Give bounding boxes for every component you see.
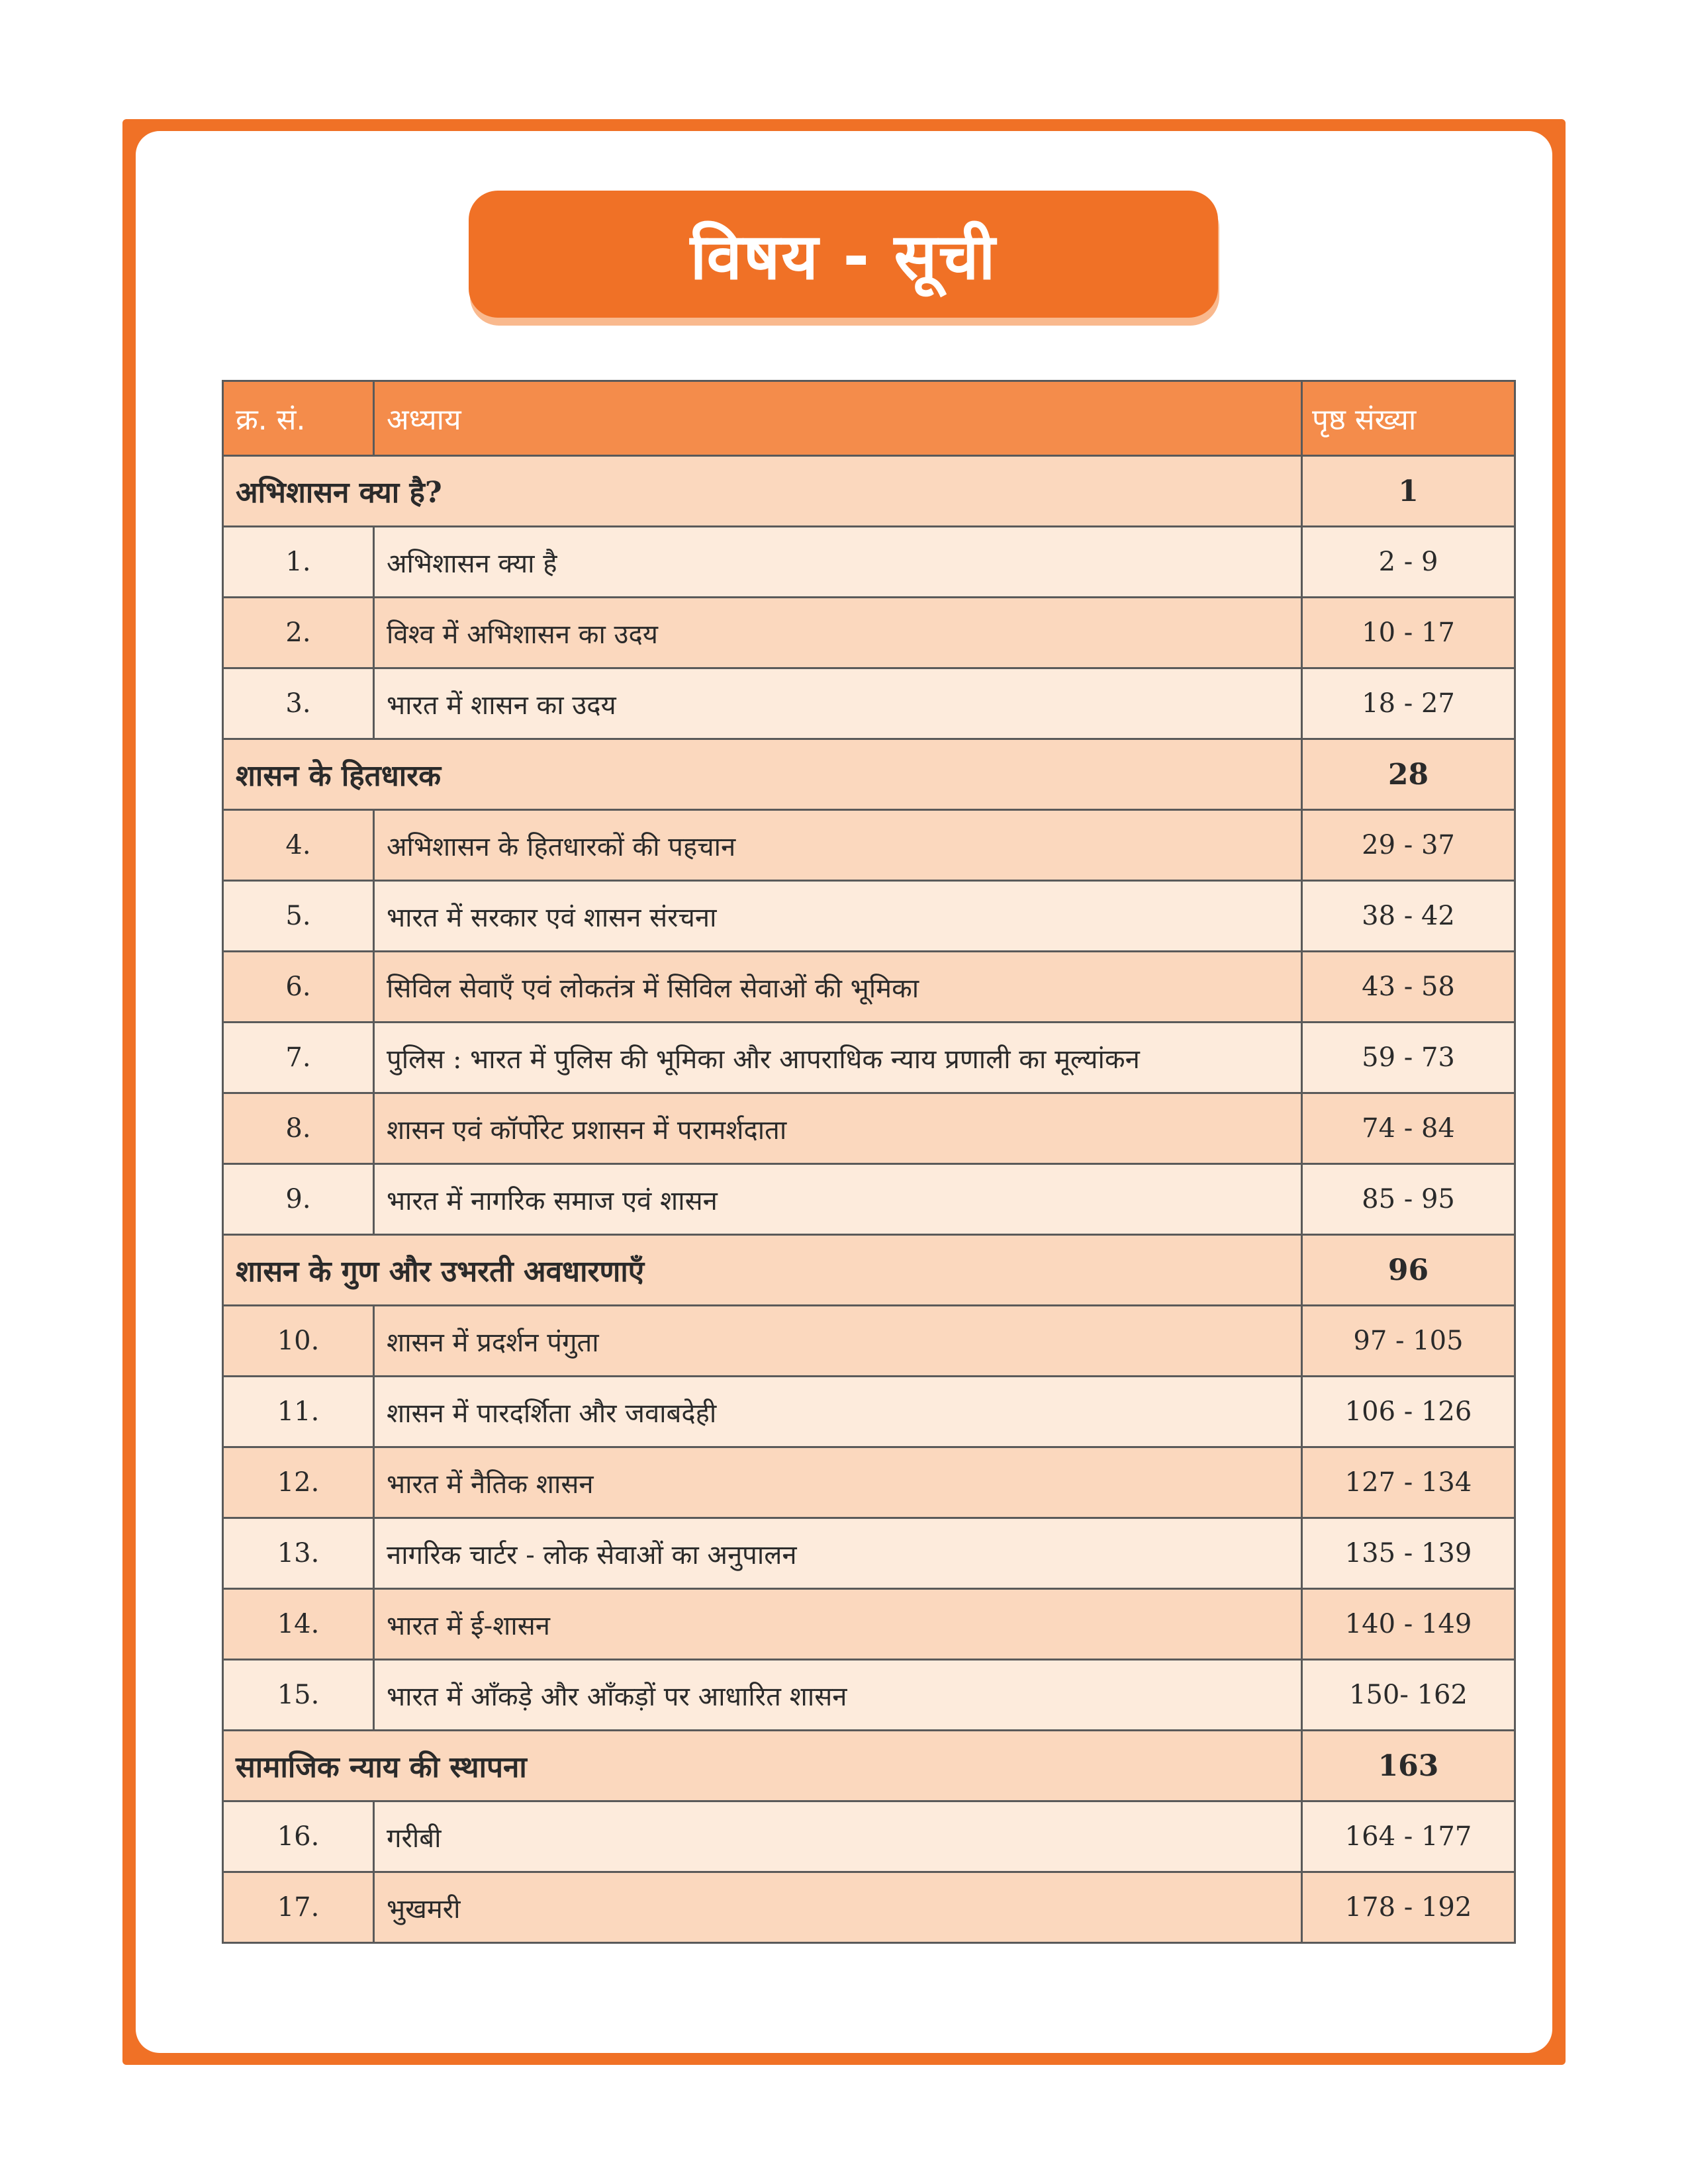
chapter-page-range: 29 - 37 — [1302, 810, 1515, 881]
chapter-number: 2. — [223, 598, 374, 668]
section-page: 96 — [1302, 1235, 1515, 1306]
contents-table — [222, 380, 1516, 1944]
chapter-number: 10. — [223, 1306, 374, 1377]
chapter-row — [223, 952, 1515, 1023]
header-sno: क्र. सं. — [223, 381, 374, 456]
chapter-row — [223, 1023, 1515, 1093]
chapter-page-range: 178 - 192 — [1302, 1872, 1515, 1943]
chapter-title: शासन में प्रदर्शन पंगुता — [374, 1306, 1302, 1377]
section-title: सामाजिक न्याय की स्थापना — [223, 1731, 1302, 1801]
chapter-number: 9. — [223, 1164, 374, 1235]
chapter-row — [223, 527, 1515, 598]
chapter-row — [223, 1306, 1515, 1377]
chapter-number: 15. — [223, 1660, 374, 1731]
table-header-row — [223, 381, 1515, 456]
chapter-number: 13. — [223, 1518, 374, 1589]
chapter-row — [223, 1377, 1515, 1447]
chapter-title: शासन एवं कॉर्पोरेट प्रशासन में परामर्शदाता — [374, 1093, 1302, 1164]
section-page: 163 — [1302, 1731, 1515, 1801]
chapter-page-range: 43 - 58 — [1302, 952, 1515, 1023]
chapter-page-range: 74 - 84 — [1302, 1093, 1515, 1164]
chapter-row — [223, 1093, 1515, 1164]
section-page: 28 — [1302, 739, 1515, 810]
chapter-row — [223, 1518, 1515, 1589]
chapter-number: 3. — [223, 668, 374, 739]
title-banner — [469, 191, 1218, 318]
section-row — [223, 1235, 1515, 1306]
section-row — [223, 1731, 1515, 1801]
chapter-title: भारत में आँकड़े और आँकड़ों पर आधारित शासन — [374, 1660, 1302, 1731]
chapter-title: भारत में ई-शासन — [374, 1589, 1302, 1660]
chapter-title: विश्व में अभिशासन का उदय — [374, 598, 1302, 668]
chapter-row — [223, 598, 1515, 668]
section-title: शासन के हितधारक — [223, 739, 1302, 810]
chapter-page-range: 164 - 177 — [1302, 1801, 1515, 1872]
header-chapter: अध्याय — [374, 381, 1302, 456]
chapter-title: शासन में पारदर्शिता और जवाबदेही — [374, 1377, 1302, 1447]
chapter-row — [223, 1164, 1515, 1235]
chapter-title: भारत में शासन का उदय — [374, 668, 1302, 739]
chapter-page-range: 150- 162 — [1302, 1660, 1515, 1731]
chapter-row — [223, 881, 1515, 952]
section-row — [223, 456, 1515, 527]
chapter-row — [223, 668, 1515, 739]
chapter-page-range: 127 - 134 — [1302, 1447, 1515, 1518]
chapter-title: अभिशासन क्या है — [374, 527, 1302, 598]
chapter-page-range: 38 - 42 — [1302, 881, 1515, 952]
chapter-title: भारत में सरकार एवं शासन संरचना — [374, 881, 1302, 952]
chapter-row — [223, 1589, 1515, 1660]
page-title: विषय - सूची — [690, 219, 997, 294]
chapter-title: सिविल सेवाएँ एवं लोकतंत्र में सिविल सेवाओं की भूमिका — [374, 952, 1302, 1023]
chapter-page-range: 106 - 126 — [1302, 1377, 1515, 1447]
section-row — [223, 739, 1515, 810]
chapter-number: 16. — [223, 1801, 374, 1872]
chapter-page-range: 135 - 139 — [1302, 1518, 1515, 1589]
chapter-number: 17. — [223, 1872, 374, 1943]
header-page: पृष्ठ संख्या — [1302, 381, 1515, 456]
chapter-number: 12. — [223, 1447, 374, 1518]
chapter-title: भारत में नैतिक शासन — [374, 1447, 1302, 1518]
chapter-row — [223, 1872, 1515, 1943]
chapter-title: गरीबी — [374, 1801, 1302, 1872]
chapter-title: अभिशासन के हितधारकों की पहचान — [374, 810, 1302, 881]
chapter-page-range: 18 - 27 — [1302, 668, 1515, 739]
table-body — [223, 456, 1515, 1943]
chapter-row — [223, 1660, 1515, 1731]
chapter-page-range: 10 - 17 — [1302, 598, 1515, 668]
chapter-row — [223, 1447, 1515, 1518]
chapter-number: 8. — [223, 1093, 374, 1164]
section-title: शासन के गुण और उभरती अवधारणाएँ — [223, 1235, 1302, 1306]
chapter-number: 11. — [223, 1377, 374, 1447]
chapter-page-range: 59 - 73 — [1302, 1023, 1515, 1093]
chapter-number: 1. — [223, 527, 374, 598]
chapter-page-range: 2 - 9 — [1302, 527, 1515, 598]
chapter-page-range: 140 - 149 — [1302, 1589, 1515, 1660]
chapter-title: पुलिस : भारत में पुलिस की भूमिका और आपराधिक न्याय प्रणाली का मूल्यांकन — [374, 1023, 1302, 1093]
chapter-title: भुखमरी — [374, 1872, 1302, 1943]
section-page: 1 — [1302, 456, 1515, 527]
chapter-row — [223, 1801, 1515, 1872]
chapter-number: 14. — [223, 1589, 374, 1660]
section-title: अभिशासन क्या है? — [223, 456, 1302, 527]
chapter-number: 4. — [223, 810, 374, 881]
chapter-row — [223, 810, 1515, 881]
chapter-page-range: 85 - 95 — [1302, 1164, 1515, 1235]
chapter-number: 6. — [223, 952, 374, 1023]
chapter-title: नागरिक चार्टर - लोक सेवाओं का अनुपालन — [374, 1518, 1302, 1589]
chapter-number: 5. — [223, 881, 374, 952]
chapter-number: 7. — [223, 1023, 374, 1093]
chapter-title: भारत में नागरिक समाज एवं शासन — [374, 1164, 1302, 1235]
chapter-page-range: 97 - 105 — [1302, 1306, 1515, 1377]
